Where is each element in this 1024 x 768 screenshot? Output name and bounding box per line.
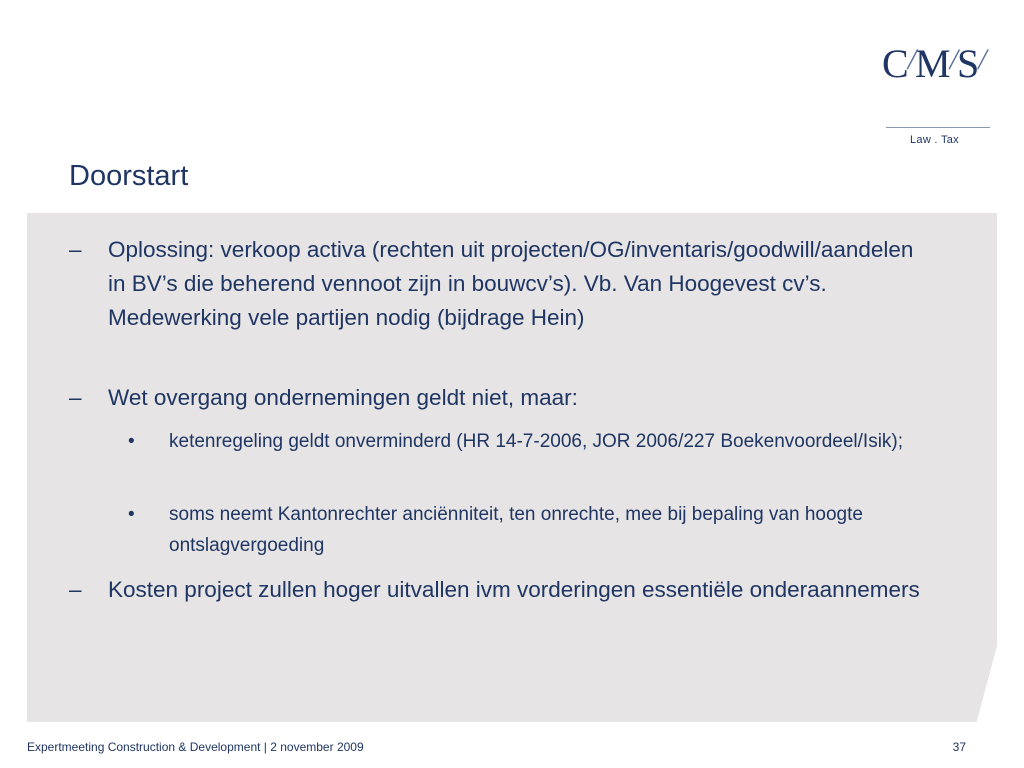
logo-slash: /	[978, 43, 987, 76]
logo-subtitle: Law . Tax	[910, 134, 959, 146]
sub-bullet-item	[128, 426, 918, 457]
sub-bullet-text: ketenregeling geldt onverminderd (HR 14-7-2006, JOR 2006/227 Boekenvoordeel/Isik);	[169, 431, 904, 452]
bullet-text: Kosten project zullen hoger uitvallen ivm vorderingen essentiële onderaannemers	[108, 577, 920, 602]
logo-letter-m: M	[915, 41, 951, 86]
bullet-item	[69, 233, 929, 335]
sub-bullet-item	[128, 499, 918, 561]
sub-bullet-text: soms neemt Kantonrechter anciënniteit, ten onrechte, mee bij bepaling van hoogte ontslagvergoeding	[169, 504, 863, 556]
dash-marker: –	[69, 577, 82, 602]
footer-text: Expertmeeting Construction & Development | 2 november 2009	[27, 740, 364, 754]
slide-title: Doorstart	[69, 160, 189, 192]
bullet-dot-marker: •	[128, 504, 135, 525]
dash-marker: –	[69, 385, 82, 410]
bullet-dot-marker: •	[128, 431, 135, 452]
bullet-text: Wet overgang ondernemingen geldt niet, maar:	[108, 385, 578, 410]
logo-letter-s: S	[956, 41, 980, 86]
bullet-item	[69, 381, 929, 415]
bullet-text: Oplossing: verkoop activa (rechten uit projecten/OG/inventaris/goodwill/aandelen in BV’s die beherend vennoot zijn in bouwcv’s). Vb. Van Hoogevest cv’s. Medewerking vele partijen nodig (bijdrage Hein)	[108, 237, 914, 330]
dash-marker: –	[69, 237, 82, 262]
logo-slash: /	[949, 43, 958, 76]
page-number: 37	[952, 740, 966, 754]
bullet-item	[69, 573, 929, 607]
logo-slash: /	[907, 43, 917, 76]
logo-letter-c: C	[882, 41, 909, 86]
